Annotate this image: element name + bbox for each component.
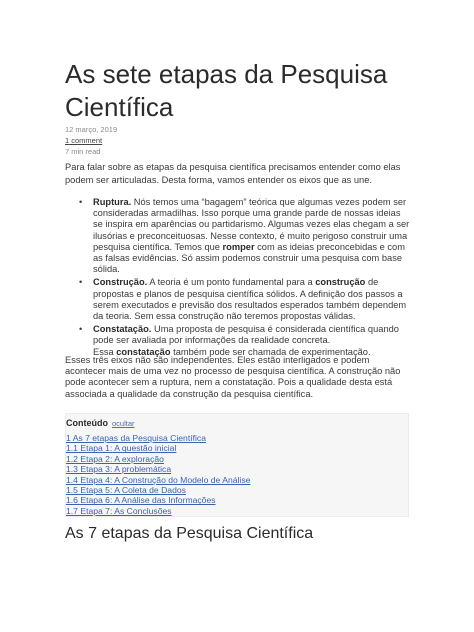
- article-title: As sete etapas da Pesquisa Científica: [65, 59, 388, 122]
- axes-list: [65, 197, 410, 360]
- table-of-contents: [65, 413, 409, 517]
- toc-link[interactable]: 1 As 7 etapas da Pesquisa Científica: [66, 433, 206, 443]
- intro-paragraph: Para falar sobre as etapas da pesquisa científica precisamos entender como elas podem ser articuladas. Desta forma, vamos entender os eixos que as une.: [65, 162, 401, 185]
- bullet-icon: •: [79, 277, 83, 288]
- toc-link[interactable]: 1.6 Etapa 6: A Análise das Informações: [66, 495, 216, 506]
- toc-link[interactable]: 1.1 Etapa 1: A questão inicial: [66, 443, 177, 454]
- list-text: Essa: [93, 346, 117, 357]
- toc-title: Conteúdo: [66, 418, 108, 428]
- article-meta: [65, 124, 117, 157]
- list-text: A teoria é um ponto fundamental para a: [147, 277, 316, 288]
- list-text: Nós temos uma “bagagem” teórica que algumas vezes podem ser consideradas armadilhas. Isso porque uma grande parde de nossas ideias se inspira em aparências ou partidarismo. Algumas vezes elas chegam a ser ilusórias e preconceituosas. Nesse contexto, é muito perigoso construir uma pesquisa científica. Temos que: [93, 197, 410, 252]
- bold-text: romper: [222, 241, 255, 252]
- bullet-icon: •: [79, 324, 83, 335]
- toc-hide-link[interactable]: ocultar: [112, 419, 135, 428]
- list-item: [65, 324, 410, 358]
- section-heading: As 7 etapas da Pesquisa Científica: [65, 525, 314, 542]
- toc-header: [66, 418, 135, 428]
- list-item: [65, 277, 410, 322]
- bold-text: constatação: [116, 346, 171, 357]
- list-text: Uma proposta de pesquisa é considerada científica quando pode ser avaliada por informações da realidade concreta.: [93, 324, 399, 346]
- bold-text: construção: [315, 277, 366, 288]
- bold-text: Construção.: [93, 277, 148, 288]
- list-item: [65, 197, 410, 275]
- bullet-icon: •: [79, 197, 83, 207]
- list-text: de propostas e planos de pesquisa científica sólidos. A definição dos passos a serem executados e previsão dos resultados esperados também dependem da teoria. Sem essa construção não teremos propostas válidas.: [93, 277, 407, 322]
- read-time: 7 min read: [65, 147, 101, 156]
- bold-text: Constatação.: [93, 324, 152, 335]
- toc-link[interactable]: 1.2 Etapa 2: A exploração: [66, 453, 164, 464]
- toc-link[interactable]: 1.7 Etapa 7: As Conclusões: [66, 505, 172, 516]
- list-text: com as ideias preconcebidas e com as falsas evidências. Só assim podemos construir uma pesquisa com base sólida.: [93, 241, 405, 275]
- bold-text: Ruptura.: [93, 197, 132, 207]
- list-text: também pode ser chamada de experimentação.: [170, 346, 371, 357]
- toc-link[interactable]: 1.5 Etapa 5: A Coleta de Dados: [66, 485, 186, 496]
- post-date: 12 março, 2019: [65, 125, 118, 134]
- comments-link[interactable]: 1 comment: [65, 136, 103, 145]
- toc-link[interactable]: 1.3 Etapa 3: A problemática: [66, 464, 172, 475]
- after-paragraph: Esses três eixos não são independentes. Eles estão interligados e podem acontecer mais de uma vez no processo de pesquisa científica. A construção não pode acontecer sem a ruptura, nem a constatação. Pois a qualidade desta está associada a qualidade da construção da pesquisa científica.: [65, 355, 401, 399]
- toc-list: [66, 433, 250, 516]
- toc-link[interactable]: 1.4 Etapa 4: A Construção do Modelo de Análise: [66, 474, 251, 485]
